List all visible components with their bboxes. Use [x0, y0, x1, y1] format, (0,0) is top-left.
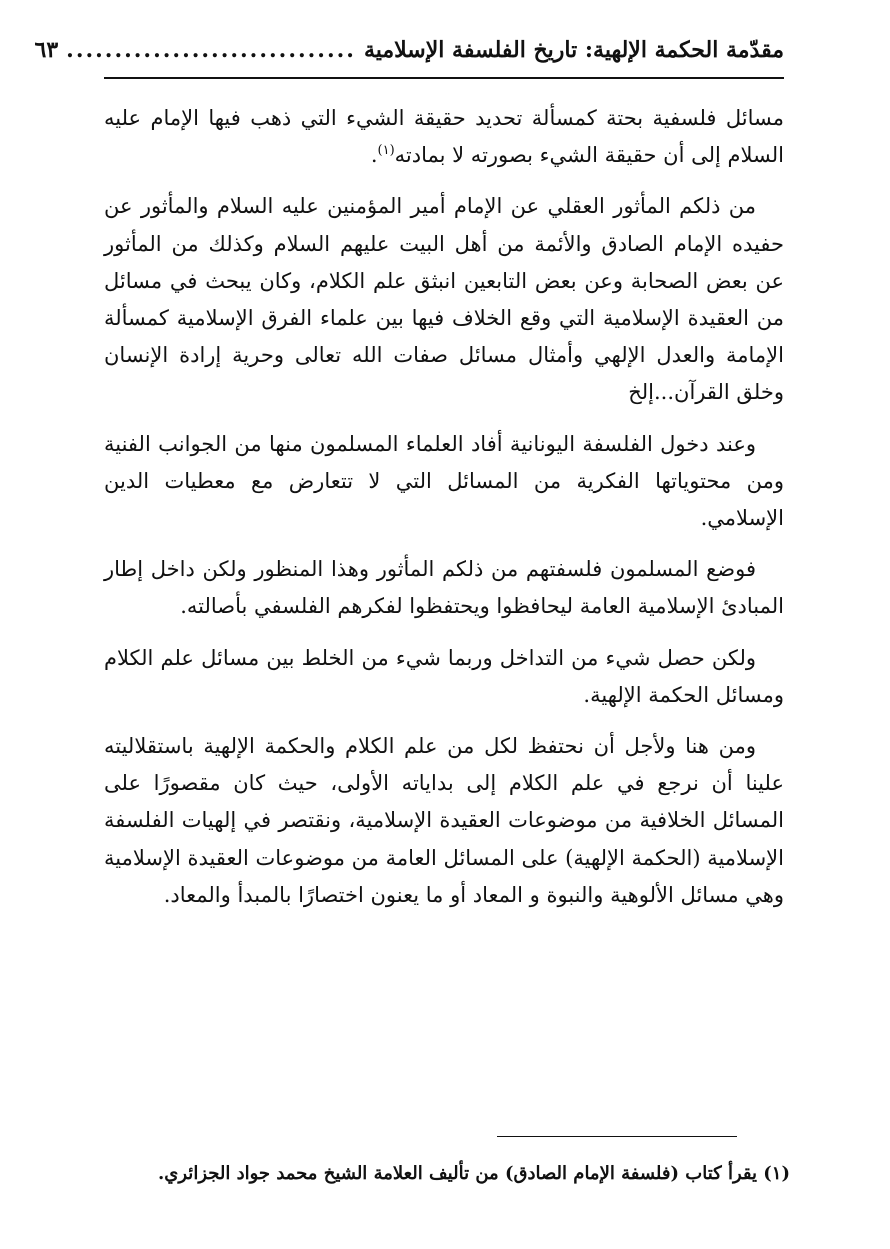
- paragraph-4: فوضع المسلمون فلسفتهم من ذلكم المأثور وهذا المنظور ولكن داخل إطار المبادئ الإسلامية العامة ليحافظوا ويحتفظوا لفكرهم الفلسفي بأصالته.: [104, 557, 784, 619]
- header-rule: [104, 77, 784, 79]
- body-text: [104, 100, 784, 928]
- page-number: ٦٣: [34, 37, 59, 63]
- footnote: (١) يقرأ كتاب (فلسفة الإمام الصادق) من تأليف العلامة الشيخ محمد جواد الجزائري.: [158, 1163, 790, 1184]
- footnote-separator: [497, 1136, 737, 1137]
- header-title: مقدّمة الحكمة الإلهية: تاريخ الفلسفة الإسلامية: [363, 37, 784, 63]
- paragraph-1-end: .: [370, 143, 378, 168]
- paragraph-6: ومن هنا ولأجل أن نحتفظ لكل من علم الكلام والحكمة الإلهية باستقلاليته علينا أن نرجع في علم الكلام إلى بداياته الأولى، حيث كان مقصورًا على المسائل الخلافية من موضوعات العقيدة الإسلامية، ونقتصر في إلهيات الفلسفة الإسلامية (الحكمة الإلهية) على المسائل العامة من موضوعات العقيدة الإسلامية وهي مسائل الألوهية والنبوة و المعاد أو ما يعنون اختصارًا بالمبدأ والمعاد.: [104, 734, 784, 907]
- paragraph-1-text: مسائل فلسفية بحتة كمسألة تحديد حقيقة الشيء التي ذهب فيها الإمام عليه السلام إلى أن حقيقة الشيء بصورته لا بمادته: [104, 106, 784, 168]
- footnote-marker: (١): [377, 143, 395, 159]
- paragraph-1: [104, 100, 784, 174]
- paragraph-2: من ذلكم المأثور العقلي عن الإمام أمير المؤمنين عليه السلام والمأثور عن حفيده الإمام الصادق والأئمة من أهل البيت عليهم السلام وكذلك من المأثور عن بعض الصحابة وعن بعض التابعين انبثق علم الكلام، وكان يبحث في مسائل من العقيدة الإسلامية التي وقع الخلاف فيها بين علماء الفرق الإسلامية كمسألة الإمامة والعدل الإلهي وأمثال مسائل صفات الله تعالى وحرية إرادة الإنسان وخلق القرآن...إلخ: [104, 194, 784, 405]
- running-header: [34, 30, 784, 70]
- paragraph-3: وعند دخول الفلسفة اليونانية أفاد العلماء المسلمون منها من الجوانب الفنية ومن محتوياتها الفكرية من المسائل التي لا تتعارض مع معطيات الدين الإسلامي.: [104, 431, 784, 531]
- header-leader-dots: ..............................: [66, 37, 356, 63]
- paragraph-5: ولكن حصل شيء من التداخل وربما شيء من الخلط بين مسائل علم الكلام ومسائل الحكمة الإلهية.: [104, 645, 784, 707]
